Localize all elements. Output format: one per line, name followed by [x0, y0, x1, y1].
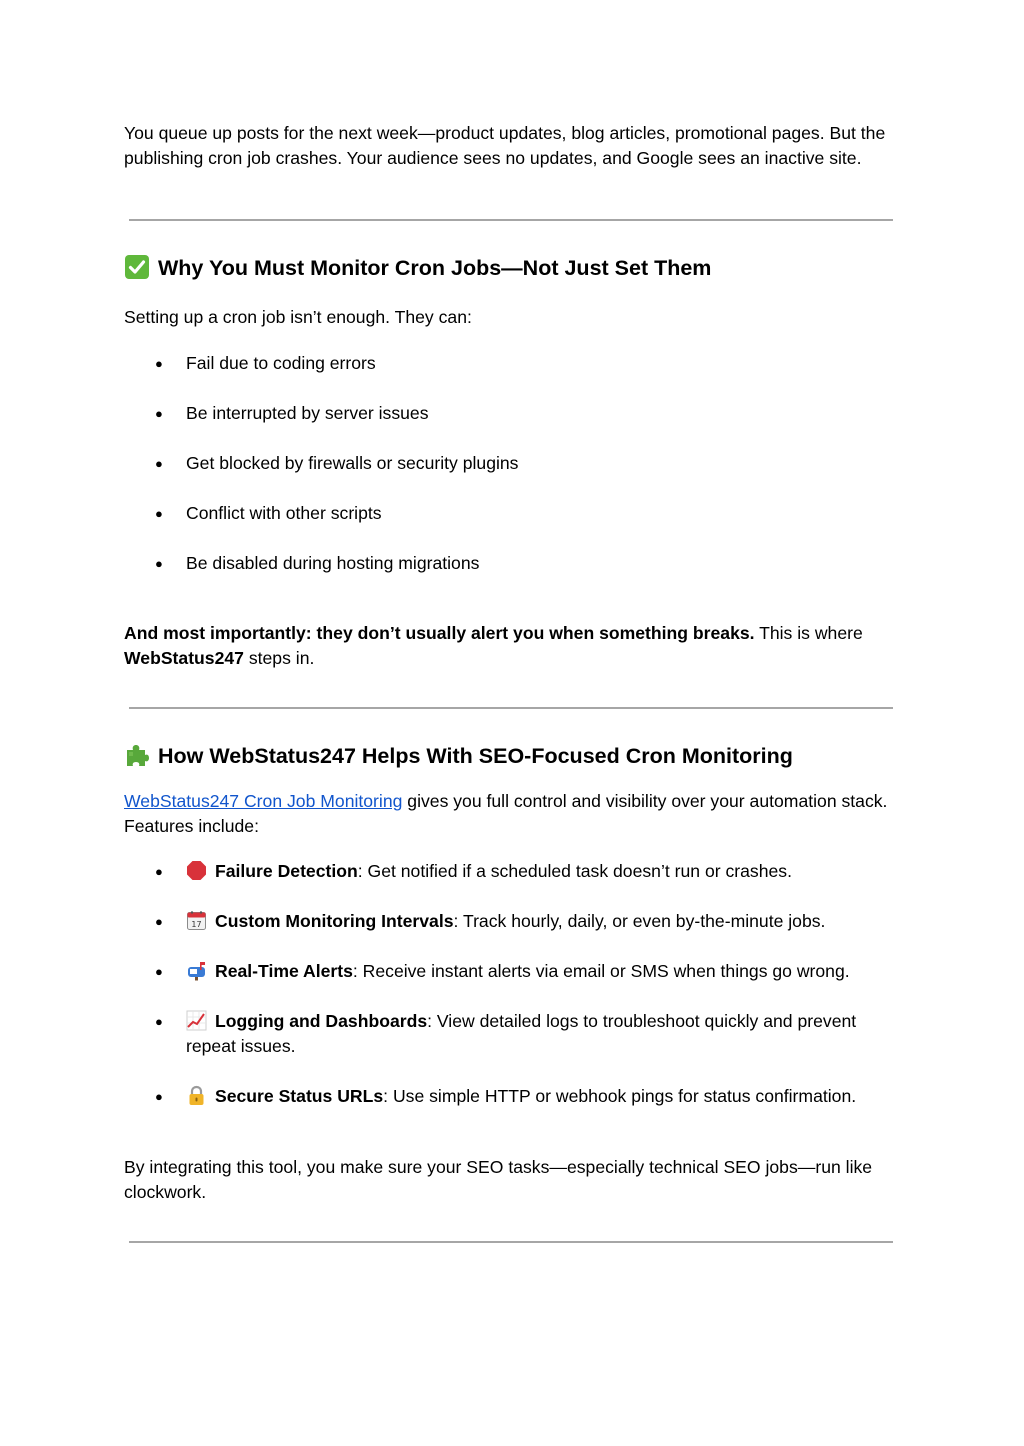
section-heading-text: Why You Must Monitor Cron Jobs—Not Just Set Them	[158, 256, 712, 280]
bullet-icon: ●	[155, 506, 163, 521]
section-lead: Setting up a cron job isn’t enough. They can:	[124, 307, 472, 327]
horizontal-rule	[129, 219, 893, 221]
section-lead	[124, 789, 899, 839]
chart-increasing-icon	[186, 1010, 207, 1031]
feature-description: : View detailed logs to troubleshoot quickly and prevent repeat issues.	[186, 1011, 857, 1056]
feature-item	[124, 859, 899, 884]
section-closing-paragraph	[124, 621, 899, 671]
emphasis-text: And most importantly: they don’t usually alert you when something breaks.	[124, 623, 755, 643]
feature-description: : Track hourly, daily, or even by-the-minute jobs.	[453, 911, 826, 931]
check-mark-icon	[124, 254, 150, 280]
puzzle-piece-icon	[124, 742, 150, 768]
stop-sign-icon	[186, 860, 207, 881]
horizontal-rule	[129, 1241, 893, 1243]
brand-name: WebStatus247	[124, 648, 244, 668]
lead-text: gives you full control and visibility over your automation stack. Features include:	[124, 791, 888, 836]
bullet-icon: ●	[155, 964, 163, 979]
feature-title: Secure Status URLs	[215, 1086, 384, 1106]
section-heading-text: How WebStatus247 Helps With SEO-Focused Cron Monitoring	[158, 744, 793, 768]
bullet-icon: ●	[155, 864, 163, 879]
feature-item	[124, 1084, 899, 1109]
list-item	[124, 551, 899, 576]
list-item	[124, 351, 899, 376]
section-heading-how-helps	[124, 741, 899, 771]
mailbox-icon	[186, 960, 207, 981]
calendar-icon	[186, 910, 207, 931]
list-item	[124, 451, 899, 476]
section-closing-paragraph: By integrating this tool, you make sure your SEO tasks—especially technical SEO jobs—run like clockwork.	[124, 1157, 873, 1202]
list-item-text: Fail due to coding errors	[186, 353, 376, 373]
intro-paragraph: You queue up posts for the next week—product updates, blog articles, promotional pages. But the publishing cron job crashes. Your audience sees no updates, and Google sees an inactive site.	[124, 123, 886, 168]
webstatus247-cron-monitoring-link[interactable]: WebStatus247 Cron Job Monitoring	[124, 791, 403, 811]
feature-description: : Use simple HTTP or webhook pings for status confirmation.	[383, 1086, 857, 1106]
closing-text: steps in.	[243, 648, 315, 668]
closing-text: This is where	[754, 623, 863, 643]
lock-icon	[186, 1085, 207, 1106]
feature-title: Logging and Dashboards	[215, 1011, 428, 1031]
feature-item	[124, 959, 899, 984]
list-item	[124, 401, 899, 426]
feature-title: Custom Monitoring Intervals	[215, 911, 454, 931]
section-heading-why-monitor	[124, 253, 899, 283]
feature-description: : Get notified if a scheduled task doesn’t run or crashes.	[357, 861, 792, 881]
list-item-text: Get blocked by firewalls or security plugins	[186, 453, 519, 473]
list-item-text: Be interrupted by server issues	[186, 403, 429, 423]
feature-title: Failure Detection	[215, 861, 358, 881]
bullet-icon: ●	[155, 556, 163, 571]
bullet-icon: ●	[155, 406, 163, 421]
horizontal-rule	[129, 707, 893, 709]
svg-text:17: 17	[191, 920, 202, 929]
bullet-icon: ●	[155, 456, 163, 471]
feature-title: Real-Time Alerts	[215, 961, 353, 981]
document-page	[124, 121, 899, 1243]
bullet-icon: ●	[155, 1089, 163, 1104]
failure-reasons-list	[124, 351, 899, 576]
bullet-icon: ●	[155, 1014, 163, 1029]
bullet-icon: ●	[155, 914, 163, 929]
feature-description: : Receive instant alerts via email or SMS when things go wrong.	[352, 961, 850, 981]
list-item-text: Be disabled during hosting migrations	[186, 553, 480, 573]
bullet-icon: ●	[155, 356, 163, 371]
list-item	[124, 501, 899, 526]
feature-item	[124, 909, 899, 934]
feature-item	[124, 1009, 899, 1059]
list-item-text: Conflict with other scripts	[186, 503, 382, 523]
features-list	[124, 859, 899, 1109]
